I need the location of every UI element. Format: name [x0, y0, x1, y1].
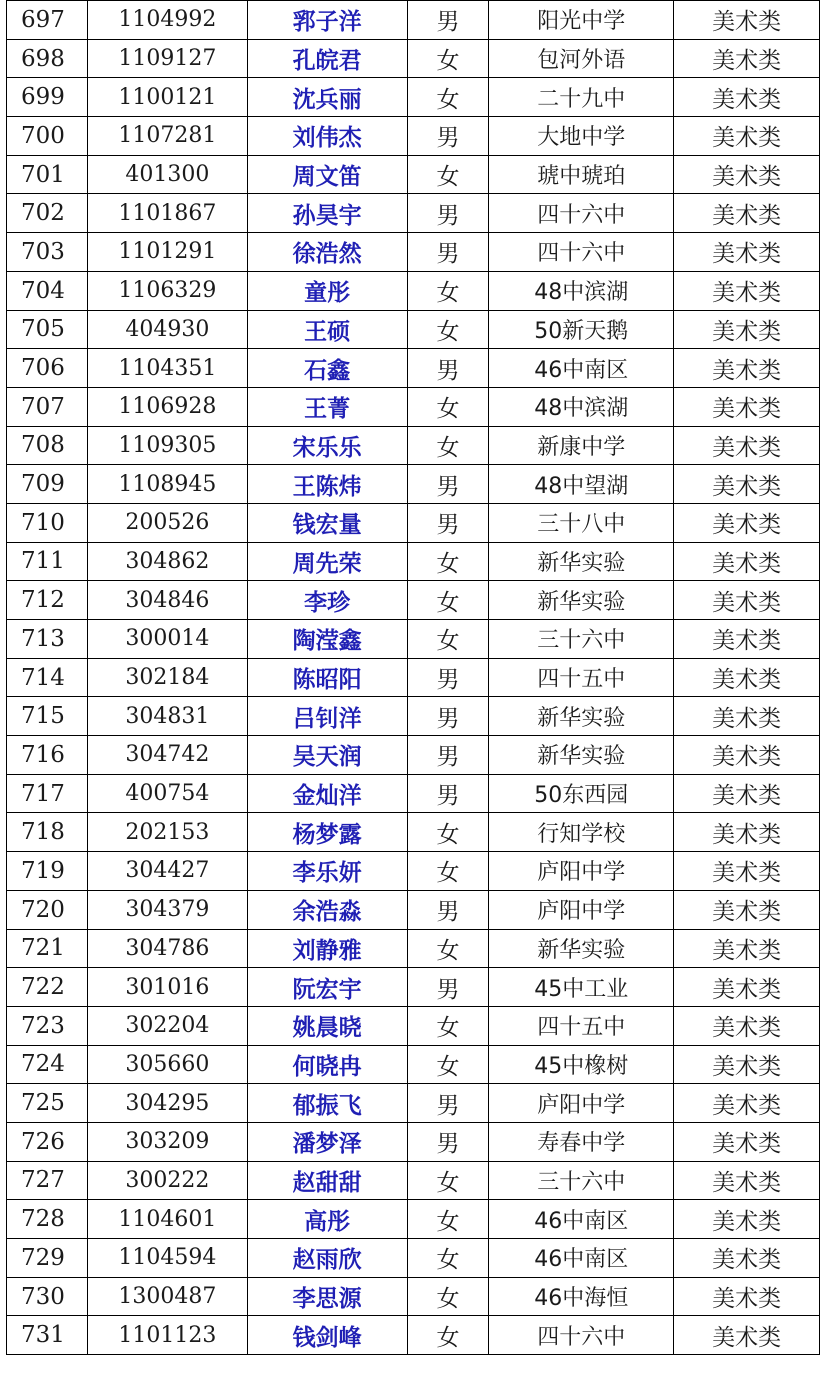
student-id-cell: 1107281 — [87, 117, 247, 156]
gender-cell: 男 — [407, 233, 489, 272]
student-name-cell: 王陈炜 — [247, 465, 407, 504]
table-row — [7, 1239, 820, 1278]
school-cell: 三十六中 — [489, 1161, 674, 1200]
gender-cell: 女 — [407, 852, 489, 891]
student-id-cell: 1106928 — [87, 387, 247, 426]
student-id-cell: 304742 — [87, 736, 247, 775]
gender-cell: 女 — [407, 929, 489, 968]
student-id-cell: 202153 — [87, 813, 247, 852]
row-number-cell: 713 — [7, 620, 88, 659]
gender-cell: 女 — [407, 387, 489, 426]
school-cell: 四十六中 — [489, 233, 674, 272]
table-row — [7, 155, 820, 194]
category-cell: 美术类 — [674, 1316, 820, 1355]
school-cell: 45中橡树 — [489, 1045, 674, 1084]
student-name-cell: 宋乐乐 — [247, 426, 407, 465]
student-name-cell: 赵甜甜 — [247, 1161, 407, 1200]
category-cell: 美术类 — [674, 1239, 820, 1278]
gender-cell: 男 — [407, 890, 489, 929]
gender-cell: 女 — [407, 813, 489, 852]
school-cell: 新华实验 — [489, 929, 674, 968]
gender-cell: 女 — [407, 271, 489, 310]
school-cell: 50东西园 — [489, 774, 674, 813]
student-name-cell: 王菁 — [247, 387, 407, 426]
student-id-cell: 1104601 — [87, 1200, 247, 1239]
gender-cell: 男 — [407, 774, 489, 813]
row-number-cell: 726 — [7, 1122, 88, 1161]
student-id-cell: 404930 — [87, 310, 247, 349]
student-id-cell: 1106329 — [87, 271, 247, 310]
school-cell: 新华实验 — [489, 542, 674, 581]
row-number-cell: 700 — [7, 117, 88, 156]
gender-cell: 男 — [407, 736, 489, 775]
table-row — [7, 1161, 820, 1200]
row-number-cell: 721 — [7, 929, 88, 968]
gender-cell: 男 — [407, 1084, 489, 1123]
school-cell: 庐阳中学 — [489, 852, 674, 891]
gender-cell: 男 — [407, 503, 489, 542]
school-cell: 新华实验 — [489, 581, 674, 620]
row-number-cell: 705 — [7, 310, 88, 349]
row-number-cell: 706 — [7, 349, 88, 388]
row-number-cell: 725 — [7, 1084, 88, 1123]
gender-cell: 女 — [407, 1161, 489, 1200]
table-row — [7, 1084, 820, 1123]
category-cell: 美术类 — [674, 1161, 820, 1200]
school-cell: 三十八中 — [489, 503, 674, 542]
table-row — [7, 736, 820, 775]
category-cell: 美术类 — [674, 503, 820, 542]
row-number-cell: 717 — [7, 774, 88, 813]
row-number-cell: 719 — [7, 852, 88, 891]
gender-cell: 女 — [407, 1200, 489, 1239]
student-name-cell: 王硕 — [247, 310, 407, 349]
table-row — [7, 310, 820, 349]
category-cell: 美术类 — [674, 387, 820, 426]
category-cell: 美术类 — [674, 1045, 820, 1084]
row-number-cell: 722 — [7, 968, 88, 1007]
student-name-cell: 周文笛 — [247, 155, 407, 194]
school-cell: 新康中学 — [489, 426, 674, 465]
student-list-table — [6, 0, 820, 1355]
gender-cell: 男 — [407, 349, 489, 388]
student-id-cell: 305660 — [87, 1045, 247, 1084]
school-cell: 四十六中 — [489, 1316, 674, 1355]
student-name-cell: 李思源 — [247, 1277, 407, 1316]
student-id-cell: 200526 — [87, 503, 247, 542]
row-number-cell: 715 — [7, 697, 88, 736]
school-cell: 庐阳中学 — [489, 1084, 674, 1123]
student-id-cell: 1101867 — [87, 194, 247, 233]
student-id-cell: 1104594 — [87, 1239, 247, 1278]
row-number-cell: 702 — [7, 194, 88, 233]
school-cell: 46中海恒 — [489, 1277, 674, 1316]
table-row — [7, 1277, 820, 1316]
gender-cell: 男 — [407, 697, 489, 736]
category-cell: 美术类 — [674, 310, 820, 349]
category-cell: 美术类 — [674, 1200, 820, 1239]
row-number-cell: 728 — [7, 1200, 88, 1239]
row-number-cell: 723 — [7, 1006, 88, 1045]
category-cell: 美术类 — [674, 78, 820, 117]
row-number-cell: 710 — [7, 503, 88, 542]
gender-cell: 男 — [407, 1122, 489, 1161]
school-cell: 寿春中学 — [489, 1122, 674, 1161]
gender-cell: 女 — [407, 310, 489, 349]
category-cell: 美术类 — [674, 349, 820, 388]
category-cell: 美术类 — [674, 1, 820, 40]
gender-cell: 女 — [407, 581, 489, 620]
table-row — [7, 1, 820, 40]
student-name-cell: 李珍 — [247, 581, 407, 620]
school-cell: 大地中学 — [489, 117, 674, 156]
table-row — [7, 465, 820, 504]
row-number-cell: 729 — [7, 1239, 88, 1278]
school-cell: 46中南区 — [489, 1200, 674, 1239]
gender-cell: 女 — [407, 1045, 489, 1084]
table-row — [7, 194, 820, 233]
student-id-cell: 304295 — [87, 1084, 247, 1123]
school-cell: 50新天鹅 — [489, 310, 674, 349]
category-cell: 美术类 — [674, 271, 820, 310]
student-id-cell: 304846 — [87, 581, 247, 620]
student-name-cell: 陈昭阳 — [247, 658, 407, 697]
school-cell: 46中南区 — [489, 1239, 674, 1278]
student-name-cell: 阮宏宇 — [247, 968, 407, 1007]
row-number-cell: 714 — [7, 658, 88, 697]
student-id-cell: 1104351 — [87, 349, 247, 388]
row-number-cell: 711 — [7, 542, 88, 581]
table-row — [7, 658, 820, 697]
student-name-cell: 童彤 — [247, 271, 407, 310]
student-name-cell: 钱宏量 — [247, 503, 407, 542]
school-cell: 行知学校 — [489, 813, 674, 852]
student-name-cell: 沈兵丽 — [247, 78, 407, 117]
category-cell: 美术类 — [674, 774, 820, 813]
row-number-cell: 712 — [7, 581, 88, 620]
row-number-cell: 716 — [7, 736, 88, 775]
student-name-cell: 周先荣 — [247, 542, 407, 581]
category-cell: 美术类 — [674, 1084, 820, 1123]
gender-cell: 女 — [407, 1277, 489, 1316]
student-name-cell: 李乐妍 — [247, 852, 407, 891]
student-id-cell: 300014 — [87, 620, 247, 659]
table-body — [7, 1, 820, 1355]
school-cell: 48中滨湖 — [489, 271, 674, 310]
category-cell: 美术类 — [674, 39, 820, 78]
student-id-cell: 1300487 — [87, 1277, 247, 1316]
table-row — [7, 581, 820, 620]
category-cell: 美术类 — [674, 697, 820, 736]
school-cell: 四十五中 — [489, 1006, 674, 1045]
student-name-cell: 孔皖君 — [247, 39, 407, 78]
student-name-cell: 郛子洋 — [247, 1, 407, 40]
gender-cell: 女 — [407, 78, 489, 117]
gender-cell: 女 — [407, 426, 489, 465]
school-cell: 48中望湖 — [489, 465, 674, 504]
gender-cell: 男 — [407, 968, 489, 1007]
student-id-cell: 304831 — [87, 697, 247, 736]
table-row — [7, 620, 820, 659]
category-cell: 美术类 — [674, 155, 820, 194]
gender-cell: 女 — [407, 155, 489, 194]
student-name-cell: 刘静雅 — [247, 929, 407, 968]
student-id-cell: 1100121 — [87, 78, 247, 117]
table-row — [7, 774, 820, 813]
gender-cell: 男 — [407, 465, 489, 504]
student-name-cell: 徐浩然 — [247, 233, 407, 272]
category-cell: 美术类 — [674, 426, 820, 465]
category-cell: 美术类 — [674, 736, 820, 775]
student-name-cell: 何晓冉 — [247, 1045, 407, 1084]
table-row — [7, 271, 820, 310]
student-name-cell: 金灿洋 — [247, 774, 407, 813]
row-number-cell: 697 — [7, 1, 88, 40]
school-cell: 阳光中学 — [489, 1, 674, 40]
row-number-cell: 709 — [7, 465, 88, 504]
student-name-cell: 余浩淼 — [247, 890, 407, 929]
student-name-cell: 刘伟杰 — [247, 117, 407, 156]
student-id-cell: 304379 — [87, 890, 247, 929]
school-cell: 48中滨湖 — [489, 387, 674, 426]
school-cell: 新华实验 — [489, 697, 674, 736]
category-cell: 美术类 — [674, 117, 820, 156]
table-row — [7, 117, 820, 156]
category-cell: 美术类 — [674, 581, 820, 620]
school-cell: 新华实验 — [489, 736, 674, 775]
student-name-cell: 石鑫 — [247, 349, 407, 388]
category-cell: 美术类 — [674, 233, 820, 272]
student-id-cell: 1109305 — [87, 426, 247, 465]
school-cell: 45中工业 — [489, 968, 674, 1007]
row-number-cell: 703 — [7, 233, 88, 272]
school-cell: 46中南区 — [489, 349, 674, 388]
row-number-cell: 718 — [7, 813, 88, 852]
table-row — [7, 1122, 820, 1161]
gender-cell: 男 — [407, 194, 489, 233]
student-id-cell: 302184 — [87, 658, 247, 697]
table-row — [7, 929, 820, 968]
student-name-cell: 姚晨晓 — [247, 1006, 407, 1045]
student-id-cell: 1101123 — [87, 1316, 247, 1355]
student-id-cell: 301016 — [87, 968, 247, 1007]
student-id-cell: 300222 — [87, 1161, 247, 1200]
row-number-cell: 708 — [7, 426, 88, 465]
table-row — [7, 852, 820, 891]
student-name-cell: 孙昊宇 — [247, 194, 407, 233]
category-cell: 美术类 — [674, 1122, 820, 1161]
category-cell: 美术类 — [674, 813, 820, 852]
student-name-cell: 潘梦泽 — [247, 1122, 407, 1161]
category-cell: 美术类 — [674, 1006, 820, 1045]
row-number-cell: 724 — [7, 1045, 88, 1084]
table-row — [7, 39, 820, 78]
row-number-cell: 731 — [7, 1316, 88, 1355]
student-id-cell: 302204 — [87, 1006, 247, 1045]
gender-cell: 男 — [407, 658, 489, 697]
school-cell: 四十六中 — [489, 194, 674, 233]
student-id-cell: 401300 — [87, 155, 247, 194]
category-cell: 美术类 — [674, 194, 820, 233]
student-name-cell: 吕钊洋 — [247, 697, 407, 736]
school-cell: 三十六中 — [489, 620, 674, 659]
student-name-cell: 高彤 — [247, 1200, 407, 1239]
row-number-cell: 701 — [7, 155, 88, 194]
table-row — [7, 890, 820, 929]
school-cell: 二十九中 — [489, 78, 674, 117]
student-id-cell: 1109127 — [87, 39, 247, 78]
category-cell: 美术类 — [674, 465, 820, 504]
table-row — [7, 813, 820, 852]
student-id-cell: 303209 — [87, 1122, 247, 1161]
row-number-cell: 699 — [7, 78, 88, 117]
row-number-cell: 727 — [7, 1161, 88, 1200]
table-row — [7, 233, 820, 272]
student-name-cell: 赵雨欣 — [247, 1239, 407, 1278]
category-cell: 美术类 — [674, 890, 820, 929]
table-row — [7, 1006, 820, 1045]
student-id-cell: 304786 — [87, 929, 247, 968]
student-name-cell: 吴天润 — [247, 736, 407, 775]
table-row — [7, 503, 820, 542]
gender-cell: 男 — [407, 117, 489, 156]
table-row — [7, 1316, 820, 1355]
student-id-cell: 1101291 — [87, 233, 247, 272]
table-row — [7, 426, 820, 465]
student-name-cell: 郁振飞 — [247, 1084, 407, 1123]
student-name-cell: 钱剑峰 — [247, 1316, 407, 1355]
category-cell: 美术类 — [674, 968, 820, 1007]
category-cell: 美术类 — [674, 1277, 820, 1316]
category-cell: 美术类 — [674, 542, 820, 581]
row-number-cell: 720 — [7, 890, 88, 929]
table-row — [7, 349, 820, 388]
row-number-cell: 730 — [7, 1277, 88, 1316]
school-cell: 琥中琥珀 — [489, 155, 674, 194]
table-row — [7, 1045, 820, 1084]
student-id-cell: 1104992 — [87, 1, 247, 40]
row-number-cell: 704 — [7, 271, 88, 310]
school-cell: 四十五中 — [489, 658, 674, 697]
category-cell: 美术类 — [674, 852, 820, 891]
table-row — [7, 697, 820, 736]
gender-cell: 女 — [407, 542, 489, 581]
gender-cell: 女 — [407, 1239, 489, 1278]
gender-cell: 女 — [407, 1006, 489, 1045]
row-number-cell: 698 — [7, 39, 88, 78]
table-row — [7, 387, 820, 426]
student-name-cell: 陶滢鑫 — [247, 620, 407, 659]
gender-cell: 女 — [407, 39, 489, 78]
school-cell: 庐阳中学 — [489, 890, 674, 929]
gender-cell: 男 — [407, 1, 489, 40]
table-row — [7, 1200, 820, 1239]
table-row — [7, 78, 820, 117]
category-cell: 美术类 — [674, 658, 820, 697]
school-cell: 包河外语 — [489, 39, 674, 78]
category-cell: 美术类 — [674, 929, 820, 968]
student-id-cell: 304862 — [87, 542, 247, 581]
category-cell: 美术类 — [674, 620, 820, 659]
table-row — [7, 542, 820, 581]
table-row — [7, 968, 820, 1007]
student-id-cell: 400754 — [87, 774, 247, 813]
student-name-cell: 杨梦露 — [247, 813, 407, 852]
student-id-cell: 1108945 — [87, 465, 247, 504]
row-number-cell: 707 — [7, 387, 88, 426]
student-id-cell: 304427 — [87, 852, 247, 891]
gender-cell: 女 — [407, 1316, 489, 1355]
gender-cell: 女 — [407, 620, 489, 659]
